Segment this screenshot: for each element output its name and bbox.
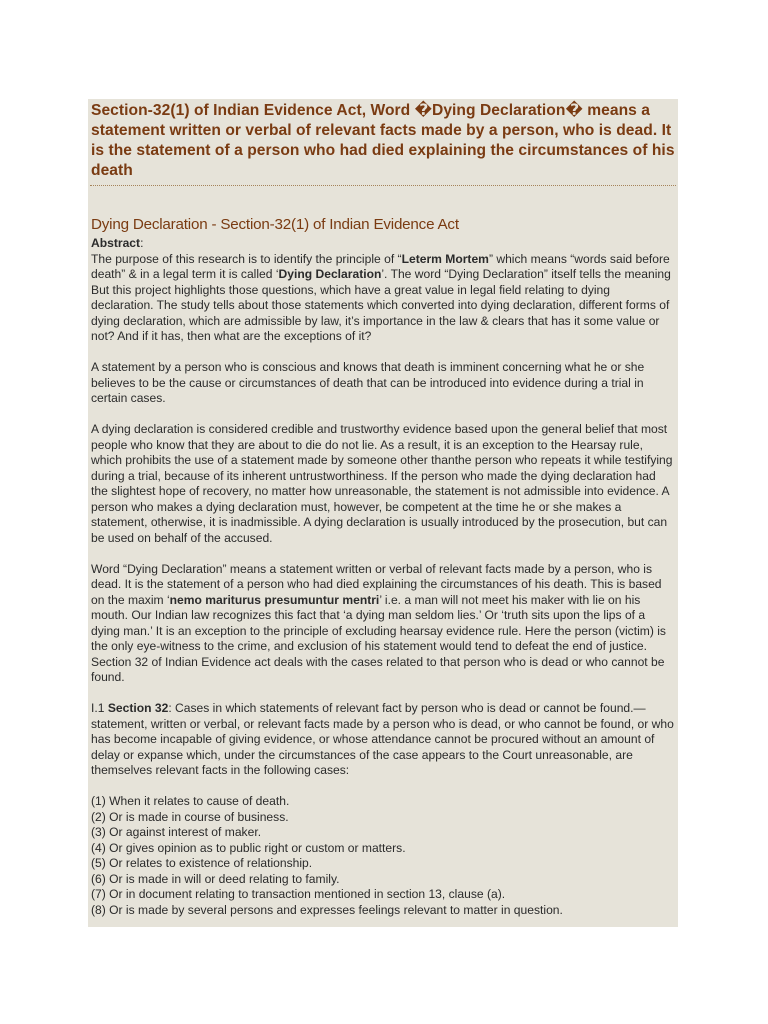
cases-list bbox=[91, 794, 675, 918]
abstract-paragraph bbox=[91, 236, 675, 345]
maxim-text-2: ’ i.e. a man will not meet his maker with lie on his mouth. Our Indian law recognizes this fact that ‘a dying man seldom lies.’ Or ‘truth sits upon the lips of a dying man.’ It is an exception to the principle of excluding hearsay evidence rule. Here the person (victim) is the only eye-witness to the crime, and exclusion of his statement would tend to defeat the end of justice. Section 32 of Indian Evidence act deals with the cases related to that person who is dead or who cannot be found. bbox=[91, 592, 666, 684]
section-32-prefix: I.1 bbox=[91, 701, 108, 715]
maxim-term: nemo mariturus presumuntur mentri bbox=[169, 592, 380, 607]
credibility-paragraph: A dying declaration is considered credible and trustworthy evidence based upon the general belief that most people who know that they are about to die do not lie. As a result, it is an exception to the Hearsay rule, which prohibits the use of a statement made by someone other thanthe person who repeats it while testifying during a trial, because of its inherent untrustworthiness. If the person who made the dying declaration had the slightest hope of recovery, no matter how unreasonable, the statement is not admissible into evidence. A person who makes a dying declaration must, however, be competent at the time he or she makes a statement, otherwise, it is inadmissible. A dying declaration is usually introduced by the prosecution, but can be used on behalf of the accused. bbox=[91, 422, 673, 545]
abstract-term-leterm-mortem: Leterm Mortem bbox=[401, 251, 489, 266]
abstract-term-dying-declaration: Dying Declaration bbox=[278, 267, 382, 281]
list-item: (5) Or relates to existence of relationship. bbox=[91, 856, 313, 870]
section-32-paragraph bbox=[91, 701, 675, 779]
maxim-text-1: Word “Dying Declaration” means a statement written or verbal of relevant facts made by a person, who is dead. It is the statement of a person who had died explaining the circumstances of his death. This is based on the maxim ‘ bbox=[91, 561, 662, 607]
list-item: (4) Or gives opinion as to public right or custom or matters. bbox=[91, 840, 406, 855]
headline-divider bbox=[90, 185, 676, 186]
list-item: (1) When it relates to cause of death. bbox=[91, 794, 290, 808]
section-32-text: : Cases in which statements of relevant fact by person who is dead or cannot be found.—statement, written or verbal, or relevant facts made by a person who is dead, or who cannot be found, or who has become incapable of giving evidence, or whose attendance cannot be procured without an amount of delay or expanse which, under the circumstances of the case appears to the Court unreasonable, are themselves relevant facts in the following cases: bbox=[91, 701, 674, 777]
document-page bbox=[88, 99, 678, 927]
maxim-paragraph bbox=[91, 562, 675, 686]
definition-paragraph: A statement by a person who is conscious and knows that death is imminent concerning what he or she believes to be the cause or circumstances of death that can be introduced into evidence during a trial in certain cases. bbox=[91, 360, 645, 405]
list-item: (8) Or is made by several persons and expresses feelings relevant to matter in question. bbox=[91, 902, 563, 917]
abstract-colon: : bbox=[140, 236, 144, 250]
abstract-text-1: The purpose of this research is to identify the principle of “ bbox=[91, 251, 402, 266]
list-item: (2) Or is made in course of business. bbox=[91, 809, 289, 824]
section-32-label: Section 32 bbox=[107, 701, 169, 715]
list-item: (6) Or is made in will or deed relating to family. bbox=[91, 871, 340, 886]
abstract-text-3: ’. The word “Dying Declaration” itself tells the meaning But this project highlights those questions, which have a great value in legal field relating to dying declaration. The study tells about those statements which converted into dying declaration, different forms of dying declaration, which are admissible by law, it’s importance in the law & clears that has it some value or not? And if it has, then what are the exceptions of it? bbox=[91, 267, 671, 343]
abstract-label: Abstract bbox=[91, 236, 141, 250]
page-headline: Section-32(1) of Indian Evidence Act, Word �Dying Declaration� means a statement written or verbal of relevant facts made by a person, who is dead. It is the statement of a person who had died explaining the circumstances of his death bbox=[91, 102, 675, 179]
abstract-text-2: ” which means “words said before death” & in a legal term it is called ‘ bbox=[91, 251, 670, 281]
article-body bbox=[88, 215, 678, 918]
list-item: (3) Or against interest of maker. bbox=[91, 825, 262, 839]
list-item: (7) Or in document relating to transaction mentioned in section 13, clause (a). bbox=[91, 887, 506, 901]
article-title: Dying Declaration - Section-32(1) of Indian Evidence Act bbox=[91, 216, 459, 233]
